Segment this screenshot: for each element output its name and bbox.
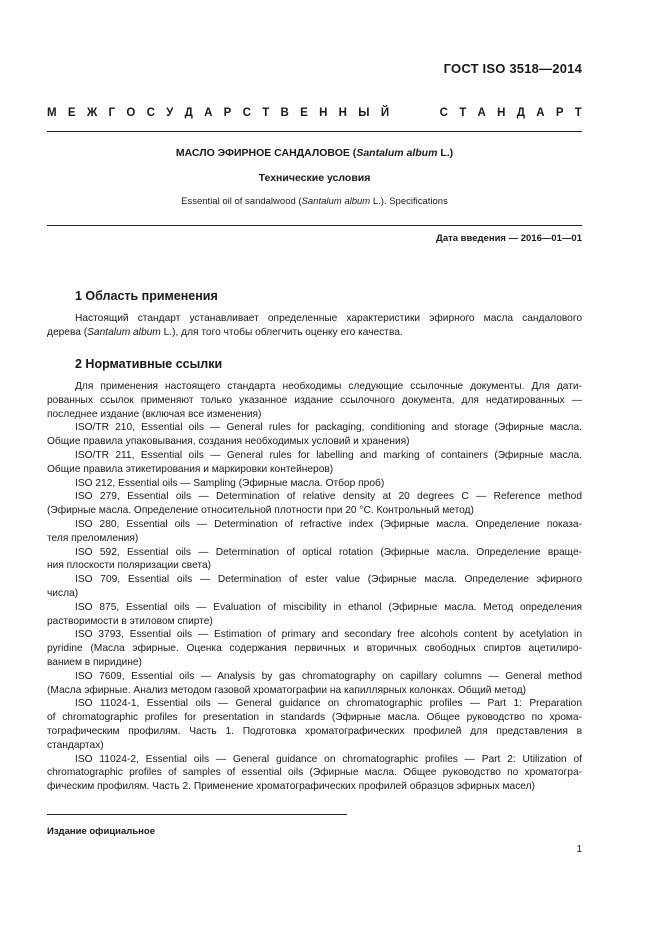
reference-line: pyridine (Масла эфирные. Оценка содержания первичных и вторичных свободных спиртов ацетилиро- [47, 643, 582, 655]
banner-letter: Н [319, 107, 328, 119]
banner-letter: М [47, 107, 57, 119]
official-edition-label: Издание официальное [47, 826, 155, 837]
banner-letter: Н [497, 107, 506, 119]
reference-line: chromatographic profiles of samples of essential oils (Эфирные масла. Общее руководство по хроматогра- [47, 767, 582, 779]
reference-line: (Эфирные масла. Определение относительной плотности при 20 °С. Контрольный метод) [47, 505, 474, 517]
reference-line: ния плоскости поляризации света) [47, 560, 212, 572]
section-1-heading: 1 Область применения [75, 289, 218, 303]
banner-letter: Т [459, 107, 467, 119]
effective-date: Дата введения — 2016—01—01 [436, 233, 582, 244]
section-2-body [47, 380, 582, 794]
banner-letter: Д [184, 107, 193, 119]
banner-letter: Т [574, 107, 582, 119]
standard-code: ГОСТ ISO 3518—2014 [443, 61, 582, 76]
scope-line: Настоящий стандарт устанавливает определенные характеристики эфирного масла сандалового [75, 313, 582, 324]
document-subtitle: Технические условия [258, 172, 371, 184]
reference-line: стандартах) [47, 739, 104, 751]
reference-line: ISO 280, Essential oils — Determination of refractive index (Эфирные масла. Определение показа- [75, 518, 582, 530]
scope-line [47, 326, 582, 340]
reference-line: (Масла эфирные. Анализ методом газовой хроматографии на капиллярных колонках. Общий метод) [47, 684, 526, 696]
banner-letter: Е [67, 107, 76, 119]
banner-letter: Е [300, 107, 308, 119]
banner-letter: Р [555, 107, 564, 119]
footer-rule [47, 814, 347, 815]
reference-line: ISO 212, Essential oils — Sampling (Эфирные масла. Отбор проб) [75, 477, 385, 489]
reference-line: ISO/TR 210, Essential oils — General rules for packaging, conditioning and storage (Эфирные масла. [75, 422, 582, 434]
banner-letter: Н [338, 107, 347, 119]
reference-line: ISO 709, Essential oils — Determination of ester value (Эфирные масла. Определение эфирного [75, 574, 582, 586]
banner-letter: С [439, 107, 448, 119]
scope-latin-name: Santalum album [87, 326, 161, 338]
banner-letter: У [166, 107, 174, 119]
banner-letter: А [536, 107, 545, 119]
reference-line: ISO 7609, Essential oils — Analysis by gas chromatography on capillary columns — General method [75, 670, 582, 682]
reference-line: Общие правила упаковывания, создания необходимых условий и хранения) [47, 436, 410, 448]
banner-letter: Й [380, 107, 390, 119]
banner-letter: С [242, 107, 251, 119]
page-number: 1 [576, 844, 582, 855]
reference-line: of chromatographic profiles for presentation in standards (Эфирные масла. Общее руководство по хрома- [47, 712, 582, 724]
banner-letter: Д [516, 107, 525, 119]
document-title [47, 147, 582, 159]
reference-line: ISO 875, Essential oils — Evaluation of miscibility in ethanol (Эфирные масла. Метод определения [75, 601, 582, 613]
title-rule [47, 225, 582, 226]
reference-line: рованных ссылок применяют только указанное издание ссылочного документа, для недатированных — [47, 394, 582, 406]
section-2-heading: 2 Нормативные ссылки [75, 357, 223, 371]
reference-line: ISO 592, Essential oils — Determination of optical rotation (Эфирные масла. Определение враще- [75, 546, 582, 558]
reference-line: фическим профилям. Часть 2. Применение хроматографических профилей образцов эфирных масел) [47, 781, 535, 793]
reference-line: ISO 279, Essential oils — Determination of relative density at 20 degrees C — Reference method [75, 491, 582, 503]
section-1-body [47, 312, 582, 340]
english-title [47, 196, 582, 207]
reference-line: последнее издание (включая все изменения) [47, 408, 262, 420]
title-latin-name: Santalum album [356, 147, 438, 159]
banner-letter: Р [223, 107, 232, 119]
english-title-suffix: L.). Specifications [370, 196, 448, 207]
banner-letter: С [146, 107, 155, 119]
banner-letter: В [280, 107, 289, 119]
header-rule [47, 131, 582, 132]
interstate-standard-banner [47, 107, 582, 119]
english-title-prefix: Essential oil of sandalwood ( [181, 196, 302, 207]
scope-line-prefix: дерева ( [47, 326, 88, 338]
scope-line-suffix: L.), для того чтобы облегчить оценку его качества. [160, 326, 403, 338]
banner-letter: Ж [86, 107, 98, 119]
reference-line: ISO/TR 211, Essential oils — General rules for labelling and marking of containers (Эфирные масла. [75, 449, 582, 461]
title-prefix: МАСЛО ЭФИРНОЕ САНДАЛОВОЕ ( [175, 147, 357, 159]
reference-line: Общие правила этикетирования и маркировки контейнеров) [47, 463, 334, 475]
reference-line: ISO 11024-2, Essential oils — General guidance on chromatographic profiles — Part 2: Utilization of [75, 753, 582, 765]
banner-letter: О [126, 107, 136, 119]
reference-line: числа) [47, 587, 79, 599]
banner-letter: Т [262, 107, 270, 119]
reference-line: ванием в пиридине) [47, 656, 142, 668]
reference-line: ISO 3793, Essential oils — Estimation of primary and secondary free alcohols content by acetylation in [75, 629, 582, 641]
banner-letter: Г [108, 107, 116, 119]
title-suffix: L.) [437, 147, 454, 159]
banner-letter: Ы [358, 107, 370, 119]
banner-gap [400, 107, 428, 119]
banner-letter: А [477, 107, 486, 119]
reference-line: ISO 11024-1, Essential oils — General guidance on chromatographic profiles — Part 1: Preparation [75, 698, 582, 710]
reference-line: Для применения настоящего стандарта необходимы следующие ссылочные документы. Для дати- [75, 381, 582, 392]
reference-line: тографическим профилям. Часть 1. Подготовка хроматографических профилей для представления в [47, 725, 582, 737]
reference-line: растворимости в этиловом спирте) [47, 615, 213, 627]
reference-line: теля преломления) [47, 532, 139, 544]
banner-letter: А [204, 107, 213, 119]
english-title-latin-name: Santalum album [301, 196, 371, 207]
